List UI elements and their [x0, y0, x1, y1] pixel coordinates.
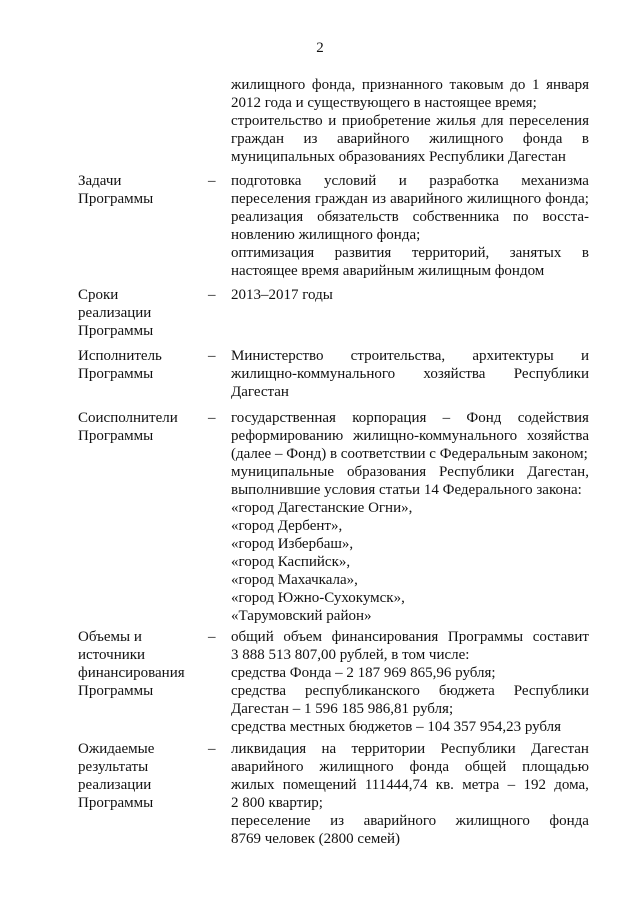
content-line: муниципальных образованиях Республики Дагестан — [231, 149, 566, 165]
label-line: Программы — [78, 795, 154, 811]
content-line: «Тарумовский район» — [231, 608, 372, 624]
content-line: подготовка условий и разработка механизма — [231, 173, 589, 189]
label-line: реализации — [78, 305, 152, 321]
content-line: 3 888 513 807,00 рублей, в том числе: — [231, 647, 470, 663]
row-dash: – — [208, 287, 216, 303]
executor-content — [231, 347, 589, 401]
tasks-content — [231, 172, 589, 280]
content-line: «город Избербаш», — [231, 536, 354, 552]
content-line: средства Фонда – 2 187 969 865,96 рубля; — [231, 665, 496, 681]
content-line: средства республиканского бюджета Республики — [231, 683, 589, 699]
label-line: Программы — [78, 428, 154, 444]
content-line: ликвидация на территории Республики Дагестан — [231, 741, 589, 757]
content-line: реализация обязательств собственника по восста- — [231, 209, 589, 225]
label-line: Задачи — [78, 173, 122, 189]
content-line: переселения граждан из аварийного жилищного фонда; — [231, 191, 589, 207]
row-dash: – — [208, 629, 216, 645]
content-line: 2012 года и существующего в настоящее время; — [231, 95, 537, 111]
content-line: 2013–2017 годы — [231, 287, 333, 303]
content-line: Министерство строительства, архитектуры и — [231, 348, 589, 364]
row-dash: – — [208, 741, 216, 757]
content-line: новлению жилищного фонда; — [231, 227, 421, 243]
label-line: Программы — [78, 683, 154, 699]
label-line: финансирования — [78, 665, 185, 681]
content-line: 8769 человек (2800 семей) — [231, 831, 401, 847]
content-line: настоящее время аварийным жилищным фондом — [231, 263, 545, 279]
label-line: Программы — [78, 366, 154, 382]
terms-content — [231, 286, 589, 304]
label-line: Объемы и — [78, 629, 142, 645]
results-label — [78, 740, 204, 812]
content-line: аварийного жилищного фонда общей площадью — [231, 759, 589, 775]
content-line: средства местных бюджетов – 104 357 954,23 рубля — [231, 719, 562, 735]
content-line: жилищного фонда, признанного таковым до 1 января — [231, 77, 589, 93]
content-line: строительство и приобретение жилья для переселения — [231, 113, 589, 129]
content-line: оптимизация развития территорий, занятых в — [231, 245, 589, 261]
content-line: «город Каспийск», — [231, 554, 351, 570]
label-line: Ожидаемые — [78, 741, 155, 757]
content-line: жилых помещений 111444,74 кв. метра – 192 дома, — [231, 777, 589, 793]
content-line: выполнившие условия статьи 14 Федерального закона: — [231, 482, 582, 498]
row-dash: – — [208, 410, 216, 426]
page-number: 2 — [316, 40, 324, 56]
content-line: «город Дагестанские Огни», — [231, 500, 413, 516]
content-line: реформированию жилищно-коммунального хозяйства — [231, 428, 589, 444]
label-line: Программы — [78, 323, 154, 339]
content-line: переселение из аварийного жилищного фонда — [231, 813, 589, 829]
content-line: общий объем финансирования Программы составит — [231, 629, 589, 645]
content-line: Дагестан – 1 596 185 986,81 рубля; — [231, 701, 454, 717]
content-line: муниципальные образования Республики Дагестан, — [231, 464, 589, 480]
label-line: Сроки — [78, 287, 119, 303]
funding-content — [231, 628, 589, 736]
funding-label — [78, 628, 204, 700]
coexecutors-content — [231, 409, 589, 625]
coexecutors-label — [78, 409, 204, 445]
content-line: Дагестан — [231, 384, 289, 400]
label-line: Исполнитель — [78, 348, 162, 364]
label-line: результаты — [78, 759, 149, 775]
label-line: Программы — [78, 191, 154, 207]
label-line: Соисполнители — [78, 410, 178, 426]
intro-content — [231, 76, 589, 166]
content-line: (далее – Фонд) в соответствии с Федеральным законом; — [231, 446, 588, 462]
content-line: жилищно-коммунального хозяйства Республики — [231, 366, 589, 382]
content-line: «город Махачкала», — [231, 572, 358, 588]
content-line: 2 800 квартир; — [231, 795, 323, 811]
content-line: «город Южно-Сухокумск», — [231, 590, 405, 606]
tasks-label — [78, 172, 204, 208]
content-line: «город Дербент», — [231, 518, 343, 534]
label-line: источники — [78, 647, 146, 663]
content-line: государственная корпорация – Фонд содействия — [231, 410, 589, 426]
row-dash: – — [208, 173, 216, 189]
results-content — [231, 740, 589, 848]
terms-label — [78, 286, 204, 340]
executor-label — [78, 347, 204, 383]
content-line: граждан из аварийного жилищного фонда в — [231, 131, 589, 147]
label-line: реализации — [78, 777, 152, 793]
row-dash: – — [208, 348, 216, 364]
